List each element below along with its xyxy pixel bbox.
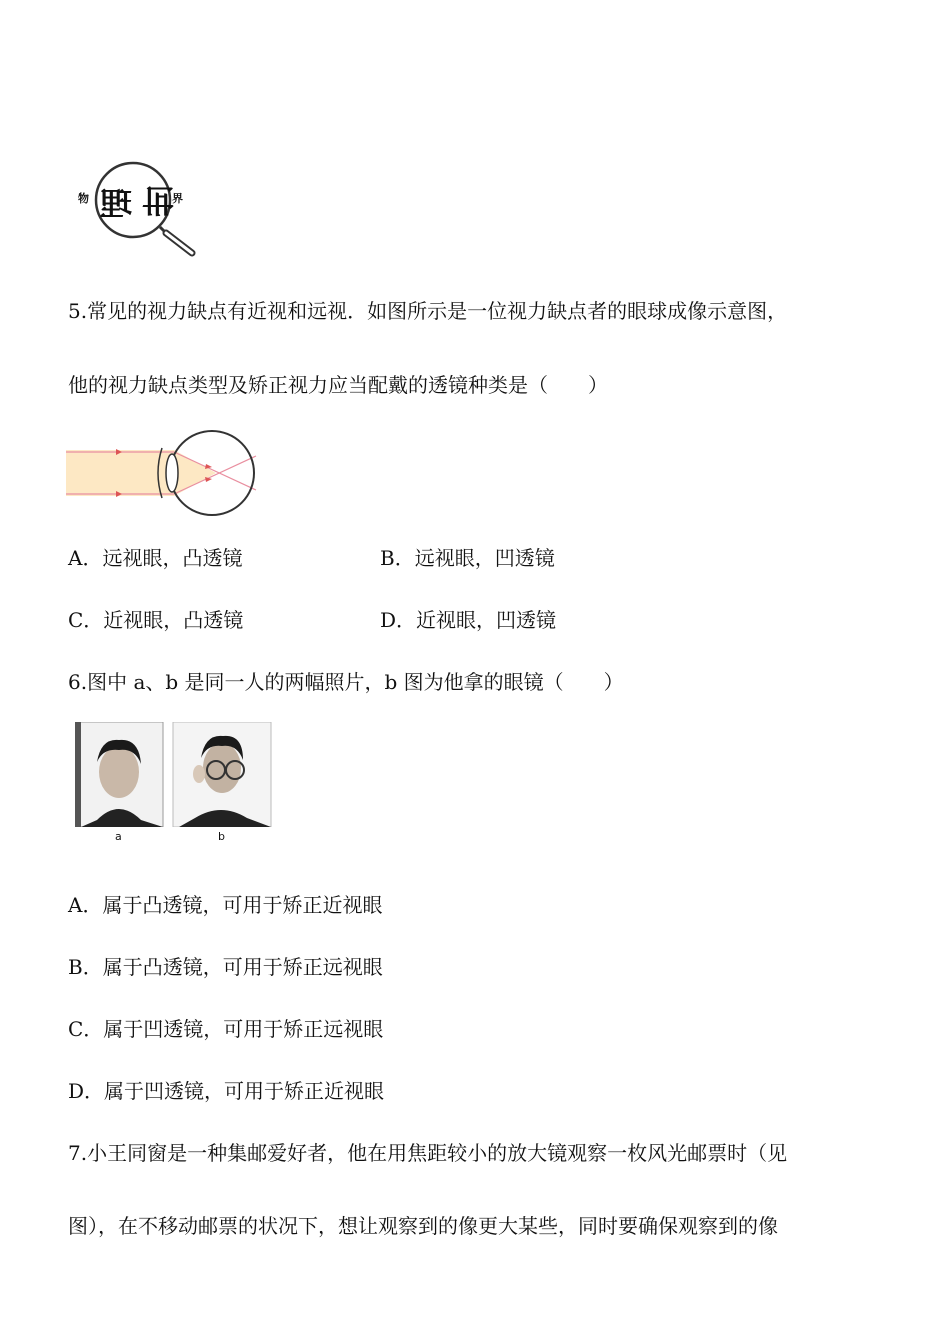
magnifier-icon [70, 155, 200, 260]
magnifier-inside-char-2: 世 [142, 181, 175, 219]
q5-option-a: A．远视眼，凸透镜 [68, 546, 243, 570]
photo-label-a: a [115, 830, 122, 843]
q6-option-b: B．属于凸透镜，可用于矫正远视眼 [68, 955, 383, 979]
q5-line-1: 5.常见的视力缺点有近视和远视．如图所示是一位视力缺点者的眼球成像示意图， [68, 299, 788, 323]
q5-line-2: 他的视力缺点类型及矫正视力应当配戴的透镜种类是（ ） [68, 373, 608, 397]
eyeball-ray-diagram [66, 428, 261, 518]
photo-figure [75, 722, 275, 847]
magnifier-inside-char-1: 理 [100, 185, 133, 223]
magnifier-figure [70, 155, 200, 260]
magnifier-right-char: 界 [172, 192, 183, 205]
q5-option-c: C．近视眼，凸透镜 [68, 608, 244, 632]
q6-option-d: D．属于凹透镜，可用于矫正近视眼 [68, 1079, 385, 1103]
q6-option-c: C．属于凹透镜，可用于矫正远视眼 [68, 1017, 384, 1041]
eye-diagram [66, 428, 261, 518]
q5-option-d: D．近视眼，凹透镜 [380, 608, 557, 632]
q5-option-b: B．远视眼，凹透镜 [380, 546, 555, 570]
q6-option-a: A．属于凸透镜，可用于矫正近视眼 [68, 893, 383, 917]
photo-label-b: b [218, 830, 225, 843]
magnifier-left-char: 物 [78, 192, 89, 205]
photo-pair [75, 722, 275, 827]
q7-line-2: 图），在不移动邮票的状况下，想让观察到的像更大某些，同时要确保观察到的像 [68, 1214, 778, 1238]
q7-line-1: 7.小王同窗是一种集邮爱好者，他在用焦距较小的放大镜观察一枚风光邮票时（见 [68, 1141, 788, 1165]
q6-line-1: 6.图中 a、b 是同一人的两幅照片，b 图为他拿的眼镜（ ） [68, 670, 624, 694]
